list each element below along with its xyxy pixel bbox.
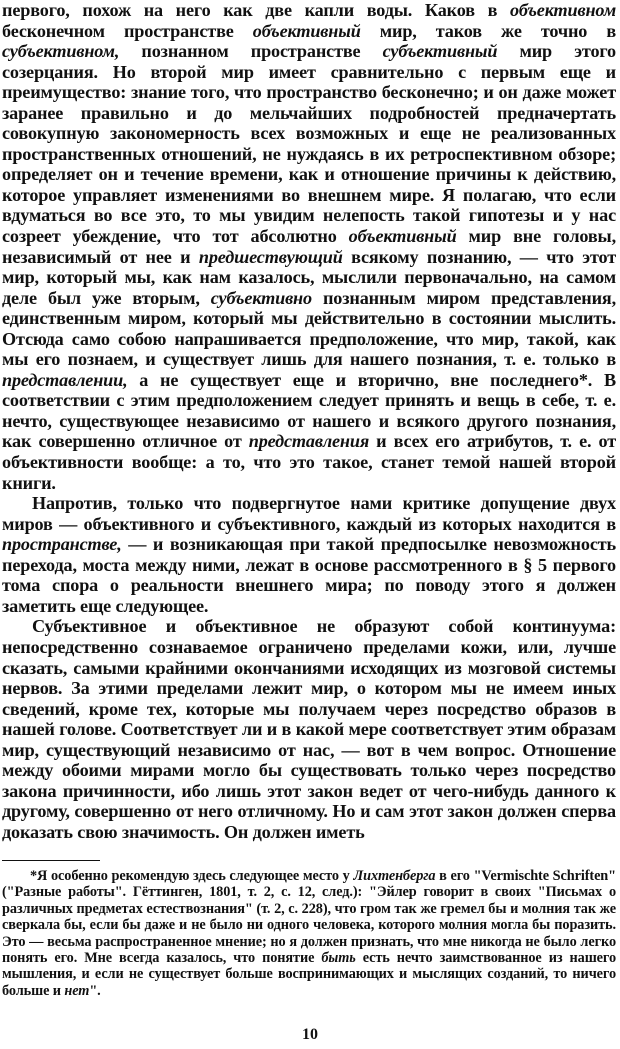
text-span: бесконечном пространстве — [2, 20, 253, 41]
text-span: есть нечто заимствованное из нашего мышления, и если не существует больше воспринимающих и мыслящих созданий, то ничего больше и — [2, 950, 616, 999]
text-span: мир этого созерцания. Но второй мир имеет сравнительно с первым еще и преимущество: знание того, что пространство бесконечно; и он даже может заранее правильно и до мельчайших подробностей предначертать совокупную закономерность всех возможных и еще не реализованных пространственных отношений, не нуждаясь в их ретроспективном обзоре; определяет он и течение времени, как и отношение причины к действию, которое управляет изменениями во внешнем мире. Я полагаю, что если вдуматься во все это, то мы увидим нелепость такой гипотезы и у нас созреет убеждение, что тот абсолютно — [2, 41, 616, 247]
text-span: а не существует еще и вторично, вне последнего*. В соответствии с этим предположением следует принять и вещь в себе, т. е. нечто, существующее независимо от нашего и всякого другого познания, как совершенно отличное от — [2, 369, 616, 452]
italic-span: Лихтенберга — [353, 868, 436, 884]
italic-span: нет — [64, 982, 90, 999]
text-span: всякому познанию, — что этот мир, который мы, как нам казалось, мыслили первоначально, на самом деле был уже вторым, — [2, 246, 616, 308]
text-span: познанном пространстве — [119, 41, 383, 62]
italic-span: субъективный — [382, 41, 498, 62]
text-span: мир, таков же точно в — [360, 20, 617, 41]
footnote-divider — [2, 860, 100, 861]
italic-span: субъективном, — [2, 41, 120, 62]
footnote-paragraph — [2, 868, 616, 999]
paragraph-2 — [2, 493, 616, 616]
italic-span: субъективно — [210, 287, 312, 308]
paragraph-3 — [2, 616, 616, 842]
text-span: Субъективное и объективное не образуют собой континуума: непосредственно сознаваемое ограничено пределами кожи, или, лучше сказать, самыми крайними окончаниями исходящих из мозговой системы нервов. За этими пределами лежит мир, о котором мы не имеем иных сведений, кроме тех, которые мы получаем через посредство образов в нашей голове. Соответствует ли и в какой мере соответствует этим образам мир, существующий независимо от нас, — вот в чем вопрос. Отношение между обоими мирами могло бы существовать только через посредство закона причинности, ибо лишь этот закон ведет от чего-нибудь данного к другому, совершенно от него отличному. Но и сам этот закон должен сперва доказать свою значимость. Он должен иметь — [2, 616, 616, 842]
italic-span: объективный — [252, 20, 361, 41]
text-span: мир вне головы, независимый от нее и — [2, 226, 617, 267]
italic-span: объективный — [348, 226, 457, 247]
text-span: в его "Vermischte Schriften" ("Разные работы". Гёттинген, 1801, т. 2, с. 12, след.): "Эйлер говорит в своих "Письмах о различных предметах естествознания" (т. 2, с. 228), что гром так же гремел бы и молния так же сверкала бы, если бы даже и не было ни одного человека, которого молния могла бы поразить. Это — весьма распространенное мнение; но я должен признать, что мне никогда не было легко понять его. Мне всегда казалось, что понятие — [2, 868, 617, 967]
italic-span: представления — [248, 431, 370, 452]
page-number: 10 — [302, 1026, 318, 1043]
text-span: ". — [89, 982, 101, 999]
paragraph-1 — [2, 0, 616, 493]
footnote — [2, 868, 616, 999]
italic-span: пространстве, — [2, 534, 122, 555]
text-span: *Я особенно рекомендую здесь следующее место у — [30, 868, 354, 884]
text-span: первого, похож на него как две капли воды. Каков в — [2, 0, 510, 20]
text-span: познанным миром представления, единственным миром, который мы действительно в состоянии мыслить. Отсюда само собою напрашивается предположение, что мир, такой, как мы его познаем, и существует лишь для нашего познания, т. е. только в — [2, 287, 616, 370]
main-text — [2, 0, 616, 842]
text-span: Напротив, только что подвергнутое нами критике допущение двух миров — объективного и субъективного, каждый из которых находится в — [2, 493, 616, 534]
italic-span: быть — [321, 950, 356, 967]
text-span: и всех его атрибутов, т. е. от объективности вообще: а то, что это такое, станет темой нашей второй книги. — [2, 431, 616, 493]
italic-span: предшествующий — [198, 246, 343, 267]
italic-span: объективном — [509, 0, 616, 20]
text-span: — и возникающая при такой предпосылке невозможность перехода, моста между ними, лежат в основе рассмотренного в § 5 первого тома спора о реальности внешнего мира; по поводу этого я должен заметить еще следующее. — [2, 534, 616, 616]
italic-span: представлении, — [2, 369, 128, 390]
